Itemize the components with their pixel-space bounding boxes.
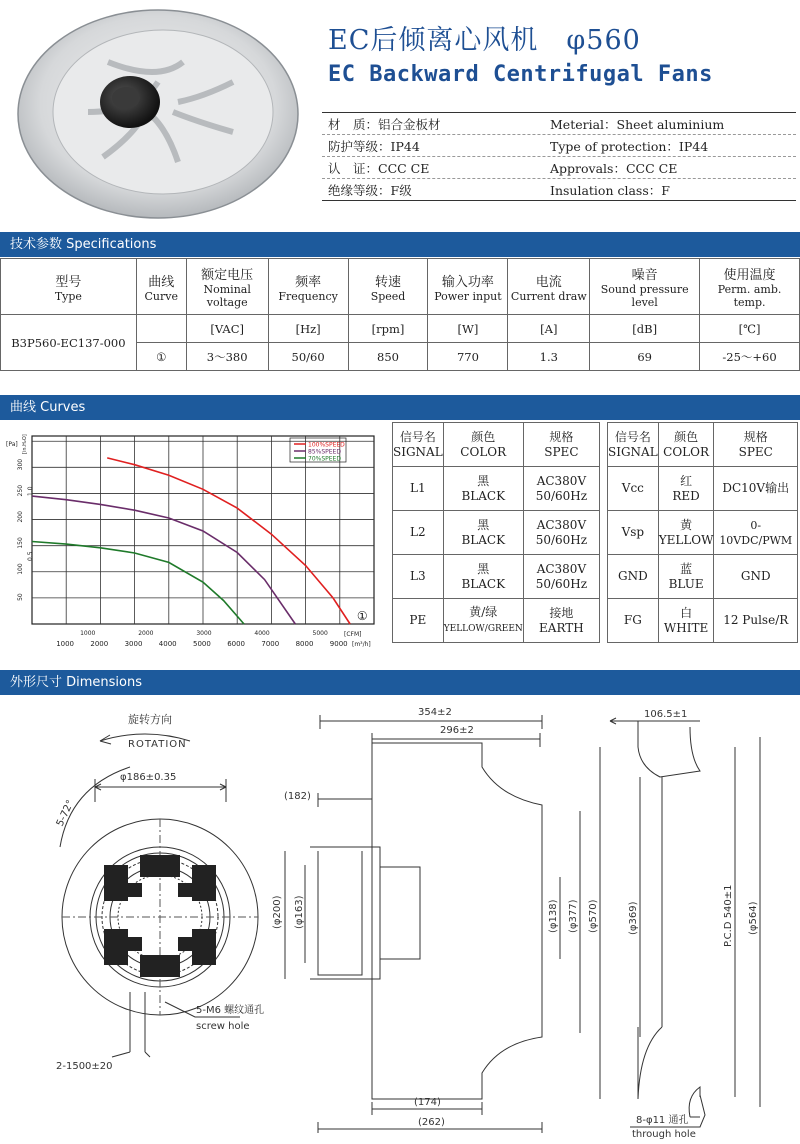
- dim-296: 296±2: [440, 725, 474, 736]
- props-divider: [322, 156, 796, 157]
- wire-signal: GND: [608, 555, 659, 599]
- x-tick-label: 4000: [158, 640, 177, 648]
- dim-d564: (φ564): [748, 901, 759, 935]
- prop-right-2: Approvals：CCC CE: [550, 161, 678, 176]
- wire-row: [393, 511, 600, 555]
- spec-value-cell: 770: [428, 343, 508, 371]
- dim-106: 106.5±1: [644, 709, 688, 720]
- spec-value-cell: 50/60: [268, 343, 348, 371]
- wire-spec: AC380V 50/60Hz: [523, 555, 599, 599]
- y-axis-label-2: [in.H₂O]: [22, 434, 28, 454]
- dim-182: (182): [284, 791, 311, 802]
- x-tick-label: 7000: [261, 640, 280, 648]
- dim-354: 354±2: [418, 707, 452, 718]
- x-tick-label-cfm: 1000: [80, 630, 96, 637]
- prop-left-3: 绝缘等级：F级: [328, 183, 412, 198]
- spec-header: 曲线 Curve: [136, 259, 186, 315]
- spec-header: 型号 Type: [1, 259, 137, 315]
- y-tick-label: 200: [17, 511, 24, 523]
- x-tick-label-cfm: 2000: [138, 630, 154, 637]
- wire-header: 规格 SPEC: [714, 423, 798, 467]
- x-tick-label-cfm: 5000: [312, 630, 328, 637]
- wire-signal: L1: [393, 467, 444, 511]
- wire-row: [608, 555, 798, 599]
- wire-row: [393, 555, 600, 599]
- spec-header: 额定电压 Nominal voltage: [186, 259, 268, 315]
- wire-spec: 0-10VDC/PWM: [714, 511, 798, 555]
- wire-table-left: [392, 422, 600, 643]
- wire-color: 黄/绿 YELLOW/GREEN: [443, 599, 523, 643]
- props-divider: [322, 178, 796, 179]
- section-bar-dims: 外形尺寸 Dimensions: [0, 670, 800, 695]
- spec-value-cell: 3～380: [186, 343, 268, 371]
- x-tick-label: 3000: [124, 640, 143, 648]
- wire-signal: PE: [393, 599, 444, 643]
- prop-left-0: 材 质：铝合金板材: [328, 117, 441, 132]
- prop-right-1: Type of protection：IP44: [550, 139, 709, 154]
- section-bar-specs: 技术参数 Specifications: [0, 232, 800, 257]
- dim-d377: (φ377): [568, 899, 579, 933]
- screw-cn: 5-M6 螺纹通孔: [196, 1005, 265, 1016]
- section-bar-curves: 曲线 Curves: [0, 395, 800, 420]
- x-tick-label-cfm: 3000: [196, 630, 212, 637]
- dim-pcd: P.C.D 540±1: [723, 884, 734, 947]
- dim-d570: (φ570): [588, 899, 599, 933]
- wire-color: 黑 BLACK: [443, 555, 523, 599]
- x-axis-label-2: [m³/h]: [352, 641, 371, 648]
- wire-signal: FG: [608, 599, 659, 643]
- x-tick-label: 5000: [193, 640, 211, 648]
- spec-header-row: [1, 259, 800, 315]
- y-tick-label: 250: [17, 484, 24, 497]
- wire-header-row: [393, 423, 600, 467]
- wire-color: 白 WHITE: [658, 599, 714, 643]
- wire-spec: 12 Pulse/R: [714, 599, 798, 643]
- title-model: φ560: [566, 25, 641, 56]
- dim-angle: 5-72°: [54, 798, 77, 829]
- wire-header: 规格 SPEC: [523, 423, 599, 467]
- wire-table-right: [607, 422, 798, 643]
- legend-label: 100%SPEED: [308, 441, 345, 449]
- x-tick-label: 6000: [227, 640, 246, 648]
- wire-header: 颜色 COLOR: [443, 423, 523, 467]
- prop-right-3: Insulation class：F: [550, 183, 670, 198]
- spec-table: [0, 258, 800, 371]
- title-cn: EC后倾离心风机 φ560: [328, 25, 641, 56]
- y-tick-label: 100: [17, 563, 24, 575]
- spec-unit-cell: [136, 315, 186, 343]
- wire-header-row: [608, 423, 798, 467]
- spec-curve-cell: ①: [136, 343, 186, 371]
- wire-spec: GND: [714, 555, 798, 599]
- rotation-en: ROTATION: [128, 739, 187, 750]
- curve-marker: ①: [356, 609, 368, 623]
- spec-unit-cell: [A]: [508, 315, 590, 343]
- spec-type-cell: B3P560-EC137-000: [1, 315, 137, 371]
- x-axis-label: [CFM]: [344, 631, 362, 638]
- legend-label: 70%SPEED: [308, 455, 341, 463]
- x-tick-label: 8000: [295, 640, 314, 648]
- spec-value-cell: 850: [348, 343, 428, 371]
- spec-value-cell: -25～+60: [700, 343, 800, 371]
- props-top-rule: [322, 112, 796, 113]
- wire-spec: AC380V 50/60Hz: [523, 467, 599, 511]
- wire-color: 黑 BLACK: [443, 511, 523, 555]
- spec-header: 输入功率 Power input: [428, 259, 508, 315]
- x-tick-label: 1000: [56, 640, 75, 648]
- y-tick-label: 300: [17, 458, 24, 471]
- wire-color: 红 RED: [658, 467, 714, 511]
- wire-signal: Vsp: [608, 511, 659, 555]
- screw-en: screw hole: [196, 1021, 250, 1032]
- prop-left-2: 认 证：CCC CE: [328, 161, 430, 176]
- wire-row: [393, 599, 600, 643]
- spec-unit-cell: [VAC]: [186, 315, 268, 343]
- dimension-drawing: [0, 697, 800, 1140]
- wire-row: [393, 467, 600, 511]
- performance-chart: [2, 424, 388, 650]
- product-photo: [8, 2, 308, 220]
- legend-label: 85%SPEED: [308, 448, 341, 456]
- wire-signal: Vcc: [608, 467, 659, 511]
- spec-value-cell: 69: [590, 343, 700, 371]
- spec-unit-cell: [Hz]: [268, 315, 348, 343]
- spec-header: 噪音 Sound pressure level: [590, 259, 700, 315]
- wire-signal: L2: [393, 511, 444, 555]
- wire-header: 颜色 COLOR: [658, 423, 714, 467]
- props-bottom-rule: [322, 200, 796, 201]
- wire-color: 黑 BLACK: [443, 467, 523, 511]
- spec-units-row: [1, 315, 800, 343]
- spec-unit-cell: [dB]: [590, 315, 700, 343]
- wire-signal: L3: [393, 555, 444, 599]
- wire-spec: DC10V输出: [714, 467, 798, 511]
- wire-spec: AC380V 50/60Hz: [523, 511, 599, 555]
- chart-svg: [2, 424, 388, 650]
- wire-row: [608, 511, 798, 555]
- dim-d186: φ186±0.35: [120, 772, 177, 783]
- dimension-svg: [0, 697, 800, 1140]
- wire-color: 蓝 BLUE: [658, 555, 714, 599]
- wire-row: [608, 599, 798, 643]
- wire-row: [608, 467, 798, 511]
- dim-cable: 2-1500±20: [56, 1061, 113, 1072]
- dim-262: (262): [418, 1117, 445, 1128]
- spec-header: 频率 Frequency: [268, 259, 348, 315]
- y-tick-label-inh2o: 1.0: [27, 486, 34, 496]
- x-tick-label: 9000: [329, 640, 348, 648]
- rotation-cn: 旋转方向: [128, 713, 172, 726]
- spec-header: 电流 Current draw: [508, 259, 590, 315]
- wire-header: 信号名 SIGNAL: [608, 423, 659, 467]
- holes-en: through hole: [632, 1129, 696, 1140]
- wire-spec: 接地 EARTH: [523, 599, 599, 643]
- dim-d200: (φ200): [272, 895, 283, 929]
- side-view-body: [372, 743, 542, 1099]
- spec-value-cell: 1.3: [508, 343, 590, 371]
- dim-174: (174): [414, 1097, 441, 1108]
- spec-header: 转速 Speed: [348, 259, 428, 315]
- spec-unit-cell: [W]: [428, 315, 508, 343]
- x-tick-label-cfm: 4000: [254, 630, 270, 637]
- dim-d369: (φ369): [628, 901, 639, 935]
- wire-color: 黄 YELLOW: [658, 511, 714, 555]
- prop-right-0: Meterial：Sheet aluminium: [550, 117, 725, 132]
- y-tick-label: 50: [17, 593, 24, 601]
- holes-cn: 8-φ11 通孔: [636, 1115, 689, 1126]
- props-divider: [322, 134, 796, 135]
- title-en: EC Backward Centrifugal Fans: [328, 62, 713, 87]
- spec-unit-cell: [℃]: [700, 315, 800, 343]
- dim-d138: (φ138): [548, 899, 559, 933]
- dim-d163: (φ163): [294, 895, 305, 929]
- y-tick-label: 150: [17, 537, 24, 549]
- prop-left-1: 防护等级：IP44: [328, 139, 420, 154]
- y-axis-label: [Pa]: [6, 441, 18, 448]
- y-tick-label-inh2o: 0.5: [27, 551, 34, 561]
- spec-header: 使用温度 Perm. amb. temp.: [700, 259, 800, 315]
- spec-unit-cell: [rpm]: [348, 315, 428, 343]
- wire-header: 信号名 SIGNAL: [393, 423, 444, 467]
- x-tick-label: 2000: [90, 640, 109, 648]
